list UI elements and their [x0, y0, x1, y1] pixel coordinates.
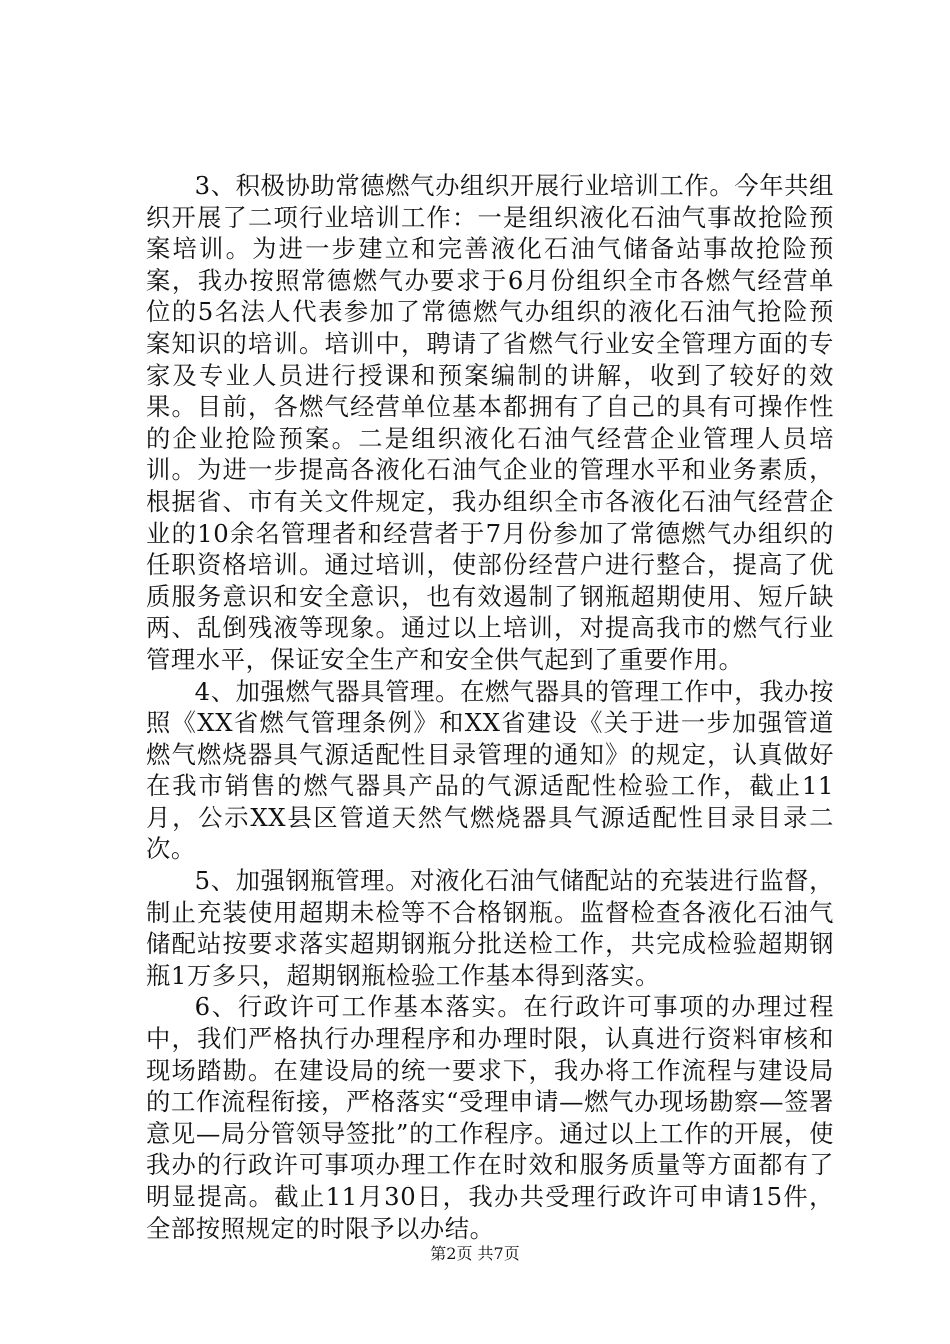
- paragraph-gas-appliances: 4、加强燃气器具管理。在燃气器具的管理工作中，我办按照《XX省燃气管理条例》和XX省建设《关于进一步加强管道燃气燃烧器具气源适配性目录管理的通知》的规定，认真做好在我市销售的燃气器具产品的气源适配性检验工作，截止11月，公示XX县区管道天然气燃烧器具气源适配性目录目录二次。: [146, 676, 834, 864]
- paragraph-administrative-license: 6、行政许可工作基本落实。在行政许可事项的办理过程中，我们严格执行办理程序和办理时限，认真进行资料审核和现场踏勘。在建设局的统一要求下，我办将工作流程与建设局的工作流程衔接，严格落实“受理申请—燃气办现场勘察—签署意见—局分管领导签批”的工作程序。通过以上工作的开展，使我办的行政许可事项办理工作在时效和服务质量等方面都有了明显提高。截止11月30日，我办共受理行政许可申请15件，全部按照规定的时限予以办结。: [146, 992, 834, 1243]
- paragraph-training: 3、积极协助常德燃气办组织开展行业培训工作。今年共组织开展了二项行业培训工作：一是组织液化石油气事故抢险预案培训。为进一步建立和完善液化石油气储备站事故抢险预案，我办按照常德燃气办要求于6月份组织全市各燃气经营单位的5名法人代表参加了常德燃气办组织的液化石油气抢险预案知识的培训。培训中，聘请了省燃气行业安全管理方面的专家及专业人员进行授课和预案编制的讲解，收到了较好的效果。目前，各燃气经营单位基本都拥有了自己的具有可操作性的企业抢险预案。二是组织液化石油气经营企业管理人员培训。为进一步提高各液化石油气企业的管理水平和业务素质，根据省、市有关文件规定，我办组织全市各液化石油气经营企业的10余名管理者和经营者于7月份参加了常德燃气办组织的任职资格培训。通过培训，使部份经营户进行整合，提高了优质服务意识和安全意识，也有效遏制了钢瓶超期使用、短斤缺两、乱倒残液等现象。通过以上培训，对提高我市的燃气行业管理水平，保证安全生产和安全供气起到了重要作用。: [146, 171, 834, 674]
- page-number-footer: 第2页 共7页: [430, 1244, 520, 1263]
- document-body: [146, 170, 834, 1244]
- paragraph-cylinder-management: 5、加强钢瓶管理。对液化石油气储配站的充装进行监督，制止充装使用超期未检等不合格钢瓶。监督检查各液化石油气储配站按要求落实超期钢瓶分批送检工作，共完成检验超期钢瓶1万多只，超期钢瓶检验工作基本得到落实。: [146, 866, 834, 990]
